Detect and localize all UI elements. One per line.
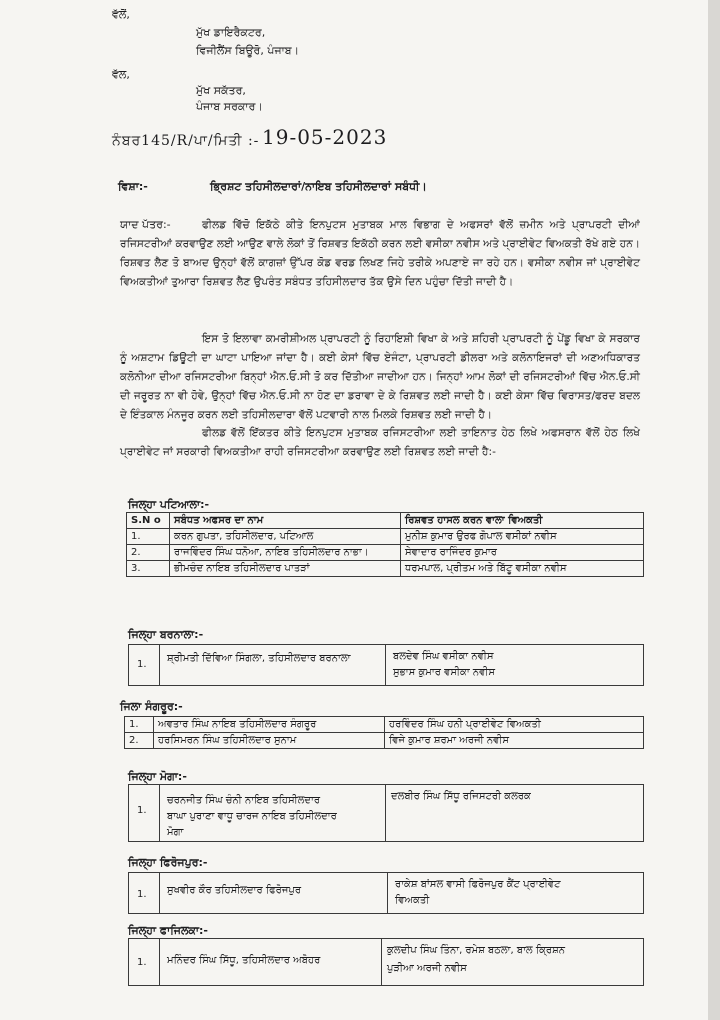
paragraph-1: ਫੀਲਡ ਵਿੱਚੋ ਇਕੱਠੇ ਕੀਤੇ ਇਨਪੁਟਸ ਮੁਤਾਬਕ ਮਾਲ ਵਿਭਾਗ ਦੇ ਅਫਸਰਾਂ ਵੱਲੋਂ ਜ਼ਮੀਨ ਅਤੇ ਪ੍ਰਾਪਰਟੀ ਦੀਆਂ ਰਜਿਸਟਰੀਆਂ ਕਰਵਾਉਣ ਲਈ ਆਉਣ ਵਾਲੇ ਲੋਕਾਂ ਤੋਂ ਰਿਸ਼ਵਤ ਇਕੱਠੀ ਕਰਨ ਲਈ ਵਸੀਕਾ ਨਵੀਸ ਅਤੇ ਪ੍ਰਾਈਵੇਟ ਵਿਅਕਤੀ ਰੱਖੇ ਗਏ ਹਨ। ਰਿਸ਼ਵਤ ਲੈਣ ਤੋ ਬਾਅਦ ਉਨ੍ਹਾਂ ਵੱਲੋਂ ਕਾਗਜ਼ਾਂ ਉੱਪਰ ਕੋਡ ਵਰਡ ਲਿਖਣ ਜਿਹੇ ਤਰੀਕੇ ਅਪਣਾਏ ਜਾ ਰਹੇ ਹਨ। ਵਸੀਕਾ ਨਵੀਸ ਜਾਂ ਪ੍ਰਾਈਵੇਟ ਵਿਅਕਤੀਆਂ ਤੁਆਰਾ ਰਿਸ਼ਵਤ ਲੈਣ ਉਪਰੰਤ ਸਬੰਧਤ ਤਹਿਸੀਲਦਾਰ ਤੱਕ ਉਸੇ ਦਿਨ ਪਹੁੰਚਾ ਦਿੱਤੀ ਜਾਦੀ ਹੈ।	[120, 219, 640, 288]
table-header-row	[127, 513, 644, 529]
district-ferozepur-label: ਜਿਲ੍ਹਾ ਫਿਰੋਜਪੁਰ:-	[128, 856, 208, 869]
barnala-table: 1. ਸ਼੍ਰੀਮਤੀ ਦਿੱਵਿਆ ਸਿੰਗਲਾ, ਤਹਿਸੀਲਦਾਰ ਬਰਨਾਲਾ ਬਲਦੇਵ ਸਿੰਘ ਵਸੀਕਾ ਨਵੀਸ ਸੁਭਾਸ ਕੁਮਾਰ ਵਸੀਕਾ ਨਵੀਸ	[128, 644, 644, 686]
letter-number: ਨੰਬਰ145/R/ਪਾ/ਮਿਤੀ :-	[112, 133, 260, 149]
from-label: ਵੱਲੋਂ,	[112, 8, 130, 21]
patiala-table	[126, 512, 644, 577]
col-sn: S.N o	[127, 513, 170, 529]
table-row: 2. ਹਰਸਿਮਰਨ ਸਿੰਘ ਤਹਿਸੀਲਦਾਰ ਸੁਨਾਮ ਵਿਜੇ ਕੁਮਾਰ ਸ਼ਰਮਾ ਅਰਜੀ ਨਵੀਸ	[125, 733, 644, 749]
district-fazilka-label: ਜਿਲ੍ਹਾ ਫਾਜਿਲਕਾ:-	[128, 924, 208, 937]
moga-table: 1. ਚਰਨਜੀਤ ਸਿੰਘ ਚੰਨੀ ਨਾਇਬ ਤਹਿਸੀਲਦਾਰ ਬਾਘਾ ਪੁਰਾਣਾ ਵਾਧੂ ਚਾਰਜ ਨਾਇਬ ਤਹਿਸੀਲਦਾਰ ਮੋਗਾ ਦਲਬੀਰ ਸਿੰਘ ਸਿੱਧੂ ਰਜਿਸਟਰੀ ਕਲਰਕ	[128, 784, 644, 842]
subject-text: ਭ੍ਰਿਸ਼ਟ ਤਹਿਸੀਲਦਾਰਾਂ/ਨਾਇਬ ਤਹਿਸੀਲਦਾਰਾਂ ਸਬੰਧੀ।	[210, 180, 427, 193]
col-officer: ਸਬੰਧਤ ਅਫਸਰ ਦਾ ਨਾਮ	[170, 513, 401, 529]
district-barnala-label: ਜਿਲ੍ਹਾ ਬਰਨਾਲਾ:-	[128, 628, 204, 641]
to-dept: ਪੰਜਾਬ ਸਰਕਾਰ।	[196, 100, 263, 113]
page-edge-shadow	[708, 0, 720, 1020]
col-taker: ਰਿਸ਼ਵਤ ਹਾਸਲ ਕਰਨ ਵਾਲਾ ਵਿਅਕਤੀ	[401, 513, 644, 529]
table-row: 1. ਕਰਨ ਗੁਪਤਾ, ਤਹਿਸੀਲਦਾਰ, ਪਟਿਆਲ ਮੁਨੀਸ਼ ਕੁਮਾਰ ਉਰਫ ਗੋਪਾਲ ਵਸੀਕਾਂ ਨਵੀਸ	[127, 529, 644, 545]
letter-date: 19-05-2023	[262, 125, 388, 149]
paragraph-2: ਇਸ ਤੋ ਇਲਾਵਾ ਕਮਰੀਸ਼ੀਅਲ ਪ੍ਰਾਪਰਟੀ ਨੂੰ ਰਿਹਾਇਸ਼ੀ ਵਿਖਾ ਕੇ ਅਤੇ ਸ਼ਹਿਰੀ ਪ੍ਰਾਪਰਟੀ ਨੂੰ ਪੇਂਡੂ ਵਿਖਾ ਕੇ ਸਰਕਾਰ ਨੂੰ ਅਸ਼ਟਾਮ ਡਿਊਟੀ ਦਾ ਘਾਟਾ ਪਾਇਆ ਜਾਂਦਾ ਹੈ। ਕਈ ਕੇਸਾਂ ਵਿੱਚ ਏਜੰਟਾ, ਪ੍ਰਾਪਰਟੀ ਡੀਲਰਾ ਅਤੇ ਕਲੋਨਾਇਜਰਾਂ ਦੀ ਅਣਅਧਿਕਾਰਤ ਕਲੋਨੀਆ ਦੀਆ ਰਜਿਸਟਰੀਆ ਬਿਨ੍ਹਾਂ ਐਨ.ਓ.ਸੀ ਤੋ ਕਰ ਦਿੱਤੀਆ ਜਾਦੀਆ ਹਨ। ਜਿਨ੍ਹਾਂ ਆਮ ਲੋਕਾਂ ਦੀ ਰਜਿਸਟਰੀਆਂ ਵਿੱਚ ਐਨ.ਓ.ਸੀ ਦੀ ਜਰੂਰਤ ਨਾ ਵੀ ਹੋਵੇ, ਉਨ੍ਹਾਂ ਵਿੱਚ ਐਨ.ਓ.ਸੀ ਨਾ ਹੋਣ ਦਾ ਡਰਾਵਾ ਦੇ ਕੇ ਰਿਸ਼ਵਤ ਲਈ ਜਾਦੀ ਹੈ। ਕਈ ਕੇਸਾ ਵਿੱਚ ਵਿਰਾਸਤ/ਫਰਦ ਬਦਲ ਦੇ ਇੰਤਕਾਲ ਮੰਨਜੂਰ ਕਰਨ ਲਈ ਤਹਿਸੀਲਦਾਰਾ ਵੱਲੋਂ ਪਟਵਾਰੀ ਨਾਲ ਮਿਲਕੇ ਰਿਸ਼ਵਤ ਲਈ ਜਾਦੀ ਹੈ।	[120, 333, 640, 421]
district-sangrur-label: ਜਿਲਾ ਸੰਗਰੂਰ:-	[120, 700, 183, 713]
sangrur-table	[124, 716, 644, 749]
paragraph-3: ਫੀਲਡ ਵੱਲੋਂ ਇੱਕਤਰ ਕੀਤੇ ਇਨਪੁਟਸ ਮੁਤਾਬਕ ਰਜਿਸਟਰੀਆ ਲਈ ਤਾਇਨਾਤ ਹੇਠ ਲਿਖੇ ਅਫਸਰਾਨ ਵੱਲੋਂ ਹੇਠ ਲਿਖੇ ਪ੍ਰਾਈਵੇਟ ਜਾਂ ਸਰਕਾਰੀ ਵਿਅਕਤੀਆ ਰਾਹੀ ਰਜਿਸਟਰੀਆ ਕਰਵਾਉਣ ਲਈ ਰਿਸ਼ਵਤ ਲਈ ਜਾਦੀ ਹੈ:-	[120, 427, 640, 458]
ferozepur-table: 1. ਸੁਖਵੀਰ ਕੌਰ ਤਹਿਸੀਲਦਾਰ ਫਿਰੋਜਪੁਰ ਰਾਕੇਸ਼ ਬਾਂਸਲ ਵਾਸੀ ਫਿਰੋਜਪੁਰ ਕੈਂਟ ਪ੍ਰਾਈਵੇਟ ਵਿਅਕਤੀ	[128, 872, 644, 914]
subject-label: ਵਿਸ਼ਾ:-	[118, 180, 148, 193]
to-label: ਵੱਲ,	[112, 68, 130, 81]
table-row: 2. ਰਾਜਵਿੰਦਰ ਸਿੰਘ ਧਨੋਆ, ਨਾਇਬ ਤਹਿਸੀਲਦਾਰ ਨਾਭਾ। ਸੇਵਾਦਾਰ ਰਾਜਿੰਦਰ ਕੁਮਾਰ	[127, 545, 644, 561]
district-moga-label: ਜਿਲ੍ਹਾ ਮੋਗਾ:-	[128, 770, 187, 783]
to-name: ਮੁੱਖ ਸਕੱਤਰ,	[196, 84, 246, 97]
table-row: 1. ਅਵਤਾਰ ਸਿੰਘ ਨਾਇਬ ਤਹਿਸੀਲਦਾਰ ਸੰਗਰੂਰ ਹਰਵਿੰਦਰ ਸਿੰਘ ਹਨੀ ਪ੍ਰਾਈਵੇਟ ਵਿਅਕਤੀ	[125, 717, 644, 733]
district-patiala-label: ਜਿਲ੍ਹਾ ਪਟਿਆਲਾ:-	[128, 498, 210, 511]
table-row: 3. ਭੀਮਚੰਦ ਨਾਇਬ ਤਹਿਸੀਲਦਾਰ ਪਾਤੜਾਂ ਧਰਮਪਾਲ, ਪ੍ਰੀਤਮ ਅਤੇ ਬਿੱਟੂ ਵਸੀਕਾ ਨਵੀਸ	[127, 561, 644, 577]
from-name: ਮੁੱਖ ਡਾਇਰੈਕਟਰ,	[196, 26, 266, 39]
from-dept: ਵਿਜੀਲੈਂਸ ਬਿਊਰੋ, ਪੰਜਾਬ।	[196, 44, 300, 57]
reminder-label: ਯਾਦ ਪੱਤਰ:-	[120, 218, 171, 231]
fazilka-table: 1. ਮਨਿੰਦਰ ਸਿੰਘ ਸਿੱਧੂ, ਤਹਿਸੀਲਦਾਰ ਅਬੋਹਰ ਕੁਲਦੀਪ ਸਿੰਘ ਤਿੰਨਾ, ਰਮੇਸ਼ ਬਠਲਾ, ਬਾਲ ਕ੍ਰਿਸ਼ਨ ਪੁੜੀਆ ਅਰਜੀ ਨਵੀਸ	[128, 938, 644, 986]
